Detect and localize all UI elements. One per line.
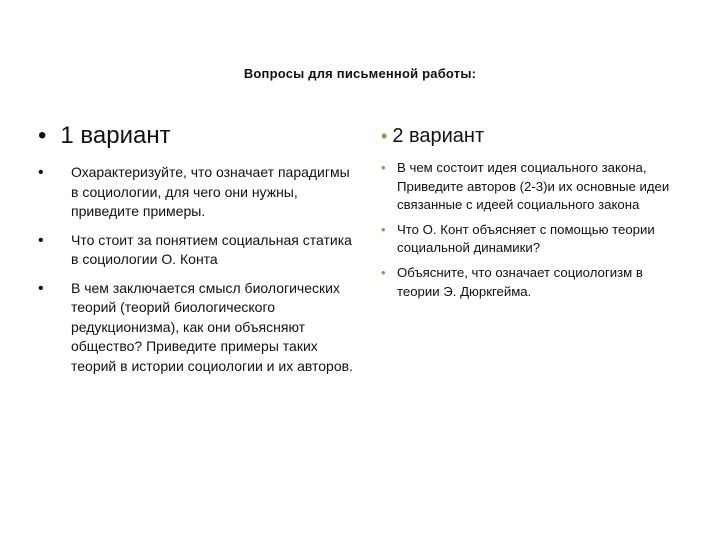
list-item — [381, 221, 681, 258]
slide-title: Вопросы для письменной работы: — [243, 66, 477, 81]
bullet-icon: • — [381, 126, 388, 146]
bullet-icon: • — [38, 164, 44, 181]
list-item — [38, 279, 358, 377]
list-item — [381, 159, 681, 215]
question-text: Охарактеризуйте, что означает парадигмы в социологии, для чего они нужны, приведите примеры. — [71, 164, 350, 219]
bullet-icon: • — [38, 231, 44, 249]
bullet-icon: • — [381, 160, 386, 175]
question-text: В чем состоит идея социального закона, Приведите авторов (2-3)и их основные идеи связанные с идеей социального закона — [397, 160, 670, 213]
question-text: В чем заключается смысл биологических теорий (теорий биологического редукционизма), как они объясняют общество? Приведите примеры таких теорий в истории социологии и их авторов. — [71, 279, 353, 374]
bullet-icon: • — [38, 122, 47, 149]
variant-2-heading — [381, 125, 484, 148]
variant-2-questions — [381, 159, 681, 307]
bullet-icon: • — [38, 279, 44, 297]
bullet-icon: • — [381, 221, 386, 237]
question-text: Объясните, что означает социологизм в теории Э. Дюркгейма. — [397, 264, 643, 299]
variant-1-label: 1 вариант — [60, 122, 171, 149]
list-item — [38, 163, 358, 222]
list-item — [38, 231, 358, 270]
question-text: Что стоит за понятием социальная статика в социологии О. Конта — [71, 231, 352, 267]
variant-1-heading — [38, 122, 171, 150]
bullet-icon: • — [381, 264, 386, 280]
list-item — [381, 264, 681, 301]
question-text: Что О. Конт объясняет с помощью теории социальной динамики? — [397, 221, 655, 256]
variant-2-label: 2 вариант — [392, 125, 485, 147]
variant-1-questions — [38, 163, 358, 385]
